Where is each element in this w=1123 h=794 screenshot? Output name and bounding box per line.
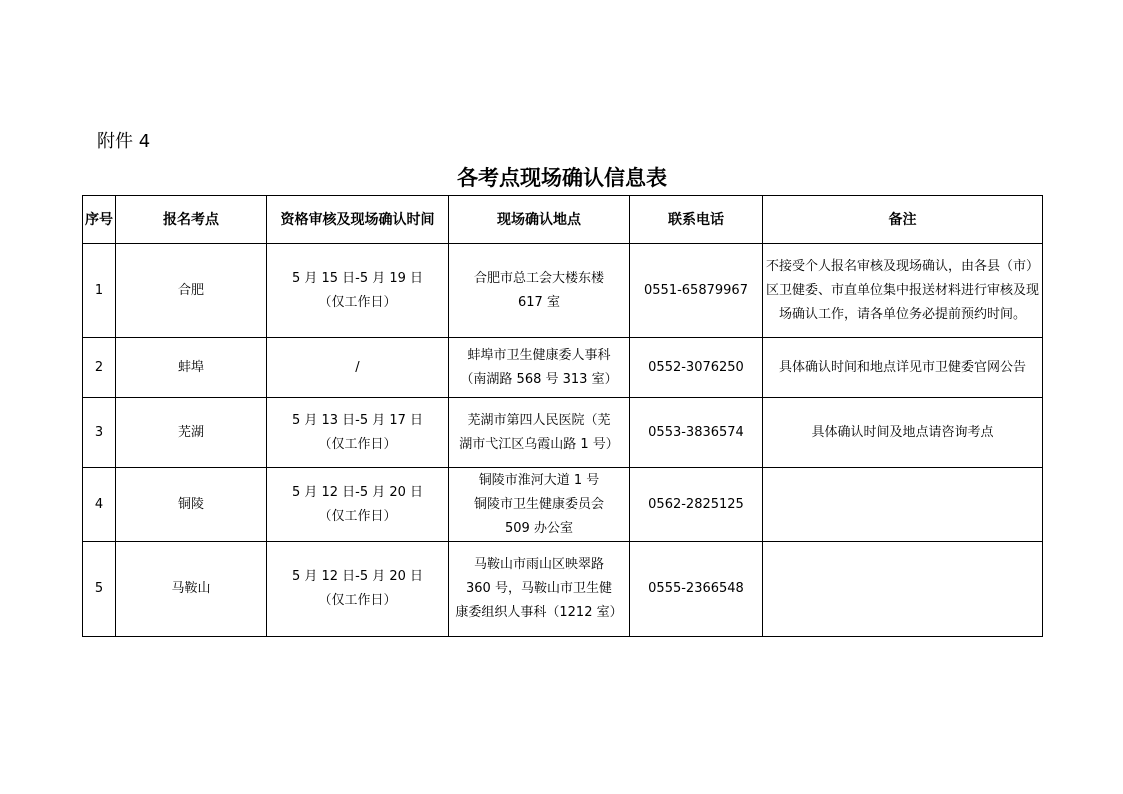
cell-seq: 1 <box>83 244 116 338</box>
location-line: 617 室 <box>518 294 560 310</box>
location-line: （南湖路 568 号 313 室） <box>460 371 618 387</box>
table-row <box>83 542 1043 637</box>
location-line: 铜陵市淮河大道 1 号 <box>478 472 600 488</box>
cell-phone: 0555-2366548 <box>630 542 763 637</box>
table-row <box>83 338 1043 398</box>
time-note: （仅工作日） <box>318 294 397 310</box>
header-location: 现场确认地点 <box>449 196 630 244</box>
attachment-label: 附件 4 <box>97 131 151 152</box>
cell-location <box>449 468 630 542</box>
time-range: 5 月 12 日-5 月 20 日 <box>291 569 424 584</box>
location-line: 蚌埠市卫生健康委人事科 <box>467 347 611 363</box>
cell-seq: 3 <box>83 398 116 468</box>
cell-time <box>267 542 449 637</box>
cell-note <box>763 542 1043 637</box>
location-line: 铜陵市卫生健康委员会 <box>473 496 604 512</box>
header-phone: 联系电话 <box>630 196 763 244</box>
cell-note: 不接受个人报名审核及现场确认，由各县（市）区卫健委、市直单位集中报送材料进行审核及现场确认工作，请各单位务必提前预约时间。 <box>763 244 1043 338</box>
cell-note: 具体确认时间和地点详见市卫健委官网公告 <box>763 338 1043 398</box>
table-header-row <box>83 196 1043 244</box>
time-note: （仅工作日） <box>318 436 397 452</box>
cell-seq: 5 <box>83 542 116 637</box>
cell-phone: 0552-3076250 <box>630 338 763 398</box>
time-range: 5 月 15 日-5 月 19 日 <box>291 270 424 286</box>
cell-site: 马鞍山 <box>116 542 267 637</box>
cell-location <box>449 244 630 338</box>
cell-phone: 0562-2825125 <box>630 468 763 542</box>
header-time: 资格审核及现场确认时间 <box>267 196 449 244</box>
time-note: （仅工作日） <box>318 508 397 524</box>
confirmation-info-table <box>82 195 1043 637</box>
cell-phone: 0551-65879967 <box>630 244 763 338</box>
cell-location <box>449 398 630 468</box>
table-row <box>83 398 1043 468</box>
header-seq: 序号 <box>83 196 116 244</box>
time-note: （仅工作日） <box>318 593 397 608</box>
location-line: 湖市弋江区乌霞山路 1 号） <box>459 436 619 452</box>
cell-site: 合肥 <box>116 244 267 338</box>
cell-time <box>267 338 449 398</box>
location-line: 芜湖市第四人民医院（芜 <box>467 412 611 428</box>
cell-time <box>267 398 449 468</box>
location-line: 360 号，马鞍山市卫生健 <box>466 581 612 596</box>
cell-note: 具体确认时间及地点请咨询考点 <box>763 398 1043 468</box>
cell-time <box>267 244 449 338</box>
cell-note <box>763 468 1043 542</box>
table-row <box>83 244 1043 338</box>
location-line: 康委组织人事科（1212 室） <box>455 605 623 620</box>
time-range: / <box>355 359 360 375</box>
location-line: 509 办公室 <box>505 520 573 536</box>
location-line: 合肥市总工会大楼东楼 <box>473 270 604 286</box>
header-site: 报名考点 <box>116 196 267 244</box>
page-title: 各考点现场确认信息表 <box>457 166 667 190</box>
cell-location <box>449 542 630 637</box>
location-line: 马鞍山市雨山区映翠路 <box>473 557 604 572</box>
table-row <box>83 468 1043 542</box>
cell-location <box>449 338 630 398</box>
cell-site: 芜湖 <box>116 398 267 468</box>
header-note: 备注 <box>763 196 1043 244</box>
cell-seq: 2 <box>83 338 116 398</box>
cell-phone: 0553-3836574 <box>630 398 763 468</box>
cell-site: 铜陵 <box>116 468 267 542</box>
time-range: 5 月 13 日-5 月 17 日 <box>291 412 424 428</box>
cell-seq: 4 <box>83 468 116 542</box>
time-range: 5 月 12 日-5 月 20 日 <box>291 484 424 500</box>
cell-time <box>267 468 449 542</box>
cell-site: 蚌埠 <box>116 338 267 398</box>
